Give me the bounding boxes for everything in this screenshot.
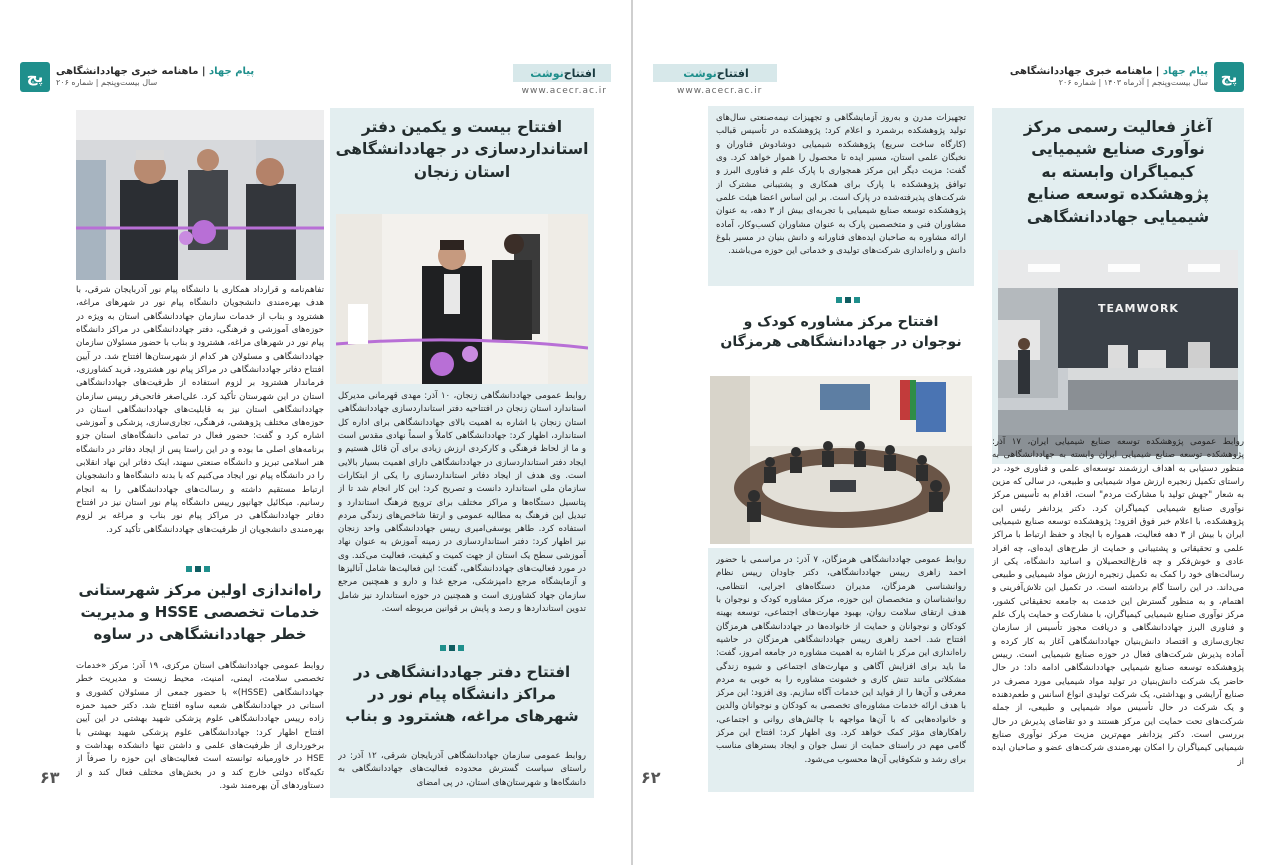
ribbon-cutting-photo [336, 214, 588, 384]
article-body: روابط عمومی سازمان جهاددانشگاهی آذربایجان شرقی، ۱۲ آذر: در راستای سیاست گسترش محدوده فعالیت‌های جهاددانشگاهی به دانشگاه‌ها و شهرستان‌های استان، در پی امضای [338, 751, 586, 788]
brand-block [1010, 62, 1244, 92]
page-63 [0, 0, 631, 865]
meeting-photo [710, 376, 972, 544]
brand-block [20, 62, 254, 92]
page-gutter [631, 0, 633, 865]
lab-photo [998, 250, 1238, 456]
article-body-continued: تفاهم‌نامه و قرارداد همکاری با دانشگاه پیام نور آذربایجان شرقی، با هدف بهره‌مندی دانشجویان دانشگاه پیام نور در شهرهای مراغه، هشترود و بناب از خدمات سازمان جهاددانشگاهی استان به ویژه در حوزه‌های آموزشی و فرهنگی، دفتر جهاددانشگاهی در مراکز دانشگاه پیام نور در شهرهای مراغه، هشترود و بناب با حضور مسئولان سازمان جهاددانشگاهی و مسئولان هر کدام از شهرستان‌ها افتتاح شد. در آیین افتتاح دفاتر جهاددانشگاهی در مراکز پیام نور هشترود، فرید کشاورزی، فرماندار هشترود بر لزوم استفاده از ظرفیت‌های جهاددانشگاهی استان در این شهرستان تأکید کرد. علی‌اصغر فاتحی‌فر رییس سازمان جهاددانشگاهی استان نیز به قابلیت‌های جهاددانشگاهی استان در حوزه‌های مختلف پژوهشی، فرهنگی، تجاری‌سازی، پزشکی و آموزشی اشاره کرد و گفت: حضور فعال در تمامی دانشگاه‌های استان جزو برنامه‌های اصلی ما بوده و در این راستا پس از ایجاد دفاتر در دانشگاه هنر اسلامی تبریز و دانشگاه صنعتی سهند، اینک دفاتر این نهاد انقلابی را در دانشگاه پیام نور ایجاد می‌کنیم که با بدنه دانشگاه‌ها و دانشجویان ارتباط مستقیم داشته و رسالت‌های جهاددانشگاهی را به انجام رسانیم. میکائیل جهانپور رییس دانشگاه پیام نور استان نیز در افتتاح دفاتر جهاددانشگاهی در مراکز پیام نور بناب و مراغه بر لزوم بهره‌مندی دانشجویان از ظرفیت‌های جهاددانشگاهی تأکید کرد. [76, 285, 324, 535]
section-tab-accent: نوشت [530, 66, 564, 80]
site-url[interactable]: www.acecr.ac.ir [677, 86, 763, 96]
article-headline: افتتاح دفتر جهاددانشگاهی در مراکز دانشگاه پیام نور در شهرهای مراغه، هشترود و بناب [345, 663, 579, 725]
article-continuation-panel [708, 106, 974, 286]
page-number: ۶۳ [40, 768, 60, 787]
article-body: روابط عمومی جهاددانشگاهی استان مرکزی، ۱۹ آذر: مرکز «خدمات تخصصی سلامت، ایمنی، امنیت، محیط زیست و مدیریت خطر جهاددانشگاهی (HSSE)» با حضور جمعی از مسئولان کشوری و استانی در جهاددانشگاهی شعبه ساوه افتتاح شد. دکتر حمید حمزه زاده رییس جهاددانشگاهی علوم پزشکی شهید بهشتی در این آیین افتتاح اظهار کرد: جهاددانشگاهی علوم پزشکی شهید بهشتی با برخورداری از ظرفیت‌های علمی و داشتن تنها دانشکده بهداشت و HSE در خاورمیانه توانسته است فعالیت‌های این حوزه را صرفاً از تکیه‌گاه دولتی خارج کند و در بخش‌های مختلف فعال کند و از دستاوردهای آن بهره‌مند شود. [76, 661, 324, 791]
page-62 [633, 0, 1264, 865]
teamwork-wall-text: TEAMWORK [1098, 302, 1179, 315]
brand-title: پیام جهاد | ماهنامه خبری جهاددانشگاهی [1009, 65, 1208, 77]
article-body-continued: تجهیزات مدرن و به‌روز آزمایشگاهی و تجهیزات نیمه‌صنعتی سال‌های تولید پژوهشکده برشمرد و اعلام کرد: پژوهشکده در تأسیس قبالب (کارگاه ساخت سریع) پژوهشکده شیمیایی دوشادوش فناوران و نخبگان علمی استان، مسیر ایده تا محصول را هموار خواهد کرد. وی گفت: مزیت دیگر این مرکز همجواری با پارک علم و فناوری البرز و توافق پژوهشکده با پارک برای همکاری و پشتیبانی مشترک از شرکت‌های پذیرفته‌شده در پارک است. بر این اساس اعضا هیئت علمی پژوهشکده توسعه صنایع شیمیایی با تجربه‌ای بیش از ۳ دهه، به عنوان مشاوران فنی و متخصصین پارک به عنوان مشاوران کسب‌وکار، آماده ارائه مشاوره به صاحبان ایده‌های فناورانه و دانش بنیان در مسیر بلوغ دانش و راه‌اندازی شرکت‌های تولیدی و خدماتی این حوزه می‌باشند. [716, 113, 966, 257]
payam-jahad-logo-icon: پج [1214, 62, 1244, 92]
issue-info: سال بیست‌وپنجم | شماره ۲۰۶ [56, 78, 158, 88]
article-headline: افتتاح بیست و یکمین دفتر استانداردسازی در جهاددانشگاهی استان زنجان [335, 118, 589, 181]
section-divider-icon [440, 645, 464, 651]
inauguration-photo [76, 110, 324, 280]
site-url[interactable]: www.acecr.ac.ir [521, 86, 607, 96]
article-headline: افتتاح مرکز مشاوره کودک و نوجوان در جهاددانشگاهی هرمزگان [720, 314, 962, 351]
section-tab-label: افتتاح [563, 66, 596, 80]
brand-name: پیام جهاد [209, 65, 255, 77]
issue-info: سال بیست‌وپنجم | آذرماه ۱۴۰۳ | شماره ۲۰۶ [1058, 78, 1208, 88]
section-tab-label: افتتاح [716, 66, 749, 80]
article-block [708, 308, 974, 357]
article-panel [708, 548, 974, 792]
article-body: روابط عمومی پژوهشکده توسعه صنایع شیمیایی ایران، ۱۷ آذر: پژوهشکده توسعه صنایع شیمیایی ایران وابسته به جهاددانشگاهی به منظور دستیابی به اهداف ارزشمند توسعه‌ای علمی و فناوری خود، در راستای تکمیل زنجیره ارزش مواد شیمیایی و طبیعی، در سالی که مزین به شعار "جهش تولید با مشارکت مردم" است، اقدام به تأسیس مرکز نوآوری صنایع شیمیایی کیمیاگران کرد. دکتر یزدانفر رئیس این پژوهشکده، با اعلام خبر فوق افزود: پژوهشکده توسعه صنایع شیمیایی ایران با بیش از ۳ دهه فعالیت، همواره با ایجاد و حفظ ارتباط با مراکز علمی و تحقیقاتی و پشتیبانی و حمایت از طرح‌های ایده‌ای، چه افراد عادی و خوش‌فکر و چه فارغ‌التحصیلان و اساتید دانشگاه، یکی از رسالت‌های خود را کمک به تکمیل زنجیره ارزش مواد شیمیایی و طبیعی می‌داند. در این راستا گام برداشته است. در تکمیل این تلاش‌آفرینی و اهتمام، و به منظور گسترش این خدمت به جامعه تحقیقاتی کشور، مرکز نوآوری صنایع شیمیایی کیمیاگران، با مشارکت و حمایت پارک علم و فناوری البرز جهاددانشگاهی و دریافت مجوز تأسیس از سازمان تجاری‌سازی و اقتصاد دانش‌بنیان جهاددانشگاهی آغاز به کار کرده و آماده پذیرش شرکت‌های فعال در حوزه صنایع شیمیایی است. رییس پژوهشکده توسعه صنایع شیمیایی جهاددانشگاهی ادامه داد: در حال حاضر یک شرکت دانش‌بنیان در تولید مواد شیمیایی مورد مصرف در صنایع آرایشی و بهداشتی، یک شرکت تولیدی انواع اسانس و طعم‌دهنده و یک شرکت در حال تأسیس مواد شیمیایی و طبیعی، از جمله شرکت‌های تحت حمایت این مرکز هستند و دو تقاضای پذیرش در حال بررسی است. دکتر یزدانفر مهم‌ترین مزیت مرکز نوآوری صنایع شیمیایی کیمیاگران را امکان بهره‌مندی شرکت‌های عضو و صاحبان ایده از [992, 437, 1244, 767]
page-header [653, 62, 1244, 102]
page-header [20, 62, 611, 102]
brand-subtitle: ماهنامه خبری جهاددانشگاهی [1009, 65, 1153, 77]
article-headline: آغاز فعالیت رسمی مرکز نوآوری صنایع شیمیایی کیمیاگران وابسته به پژوهشکده توسعه صنایع شیمیایی جهاددانشگاهی [1023, 118, 1213, 226]
brand-title: پیام جهاد | ماهنامه خبری جهاددانشگاهی [56, 65, 255, 77]
brand-subtitle: ماهنامه خبری جهاددانشگاهی [56, 65, 199, 77]
section-tab [653, 64, 777, 82]
payam-jahad-logo-icon: پج [20, 62, 50, 92]
article-body: روابط عمومی جهاددانشگاهی زنجان، ۱۰ آذر: مهدی قهرمانی مدیرکل استاندارد استان زنجان در افتتاحیه دفتر استانداردسازی جهاددانشگاهی استان زنجان با اشاره به اهمیت بالای جهاددانشگاهی برای اداره کل استاندارد، اظهار کرد: جهاددانشگاهی کاملاً و اسماً نهادی مقدس است و ما از لحاظ فرهنگی و کارکردی ارزش زیادی برای آن قائل هستیم و ایجاد دفتر استانداردسازی در جهاددانشگاهی دارای اهمیت بسیار بالایی است. وی هدف از ایجاد دفاتر استانداردسازی را یکی از ابتکارات سازمان ملی استاندارد دانست و تصریح کرد: این کار انجام شد تا از پتانسیل دستگاه‌ها و مراکز مختلف برای ترویج فرهنگ استاندارد و تبدیل این فرهنگ به مطالبه عمومی و ارتقا شاخص‌های زندگی مردم استفاده کرد. طاهر یوسفی‌امیری رییس جهاددانشگاهی واحد زنجان نیز اظهار کرد: دفتر استانداردسازی در زمینه آموزش به عنوان نهاد آموزشی سطح یک استان از جهت کمیت و کیفیت، فعالیت می‌کند. وی در مورد فعالیت‌های جهاددانشگاهی، گفت: این فعالیت‌ها شامل آنالیزها و آزمایشگاه مرجع دامپزشکی، مرجع غذا و دارو و همچنین مرجع سازمان جهاد کشاورزی است و همچنین در حوزه استاندارد نیز شامل تدوین استانداردها و رصد و پایش بر قوانین مربوطه است. [338, 391, 586, 614]
article-panel [992, 108, 1244, 464]
section-divider-icon [186, 566, 210, 572]
section-divider-icon [836, 297, 860, 303]
page-number: ۶۲ [641, 768, 661, 787]
article-headline: راه‌اندازی اولین مرکز شهرستانی خدمات تخصصی HSSE و مدیریت خطر جهاددانشگاهی در ساوه [78, 581, 322, 643]
article-body: روابط عمومی جهاددانشگاهی هرمزگان، ۷ آذر: در مراسمی با حضور احمد زاهری رییس جهاددانشگاهی، دکتر جاودان رییس نظام روانشناسی هرمزگان، مدیران دستگاه‌های اجرایی، انتظامی، روانشناسان و متخصصان این حوزه، مرکز مشاوره کودک و نوجوان با هدف ارتقای سلامت روان، بهبود مهارت‌های اجتماعی، توسعه بهینه کودکان و نوجوانان و حمایت از خانواده‌ها در جهاددانشگاهی هرمزگان افتتاح شد. احمد زاهری رییس جهاددانشگاهی هرمزگان در حاشیه راه‌اندازی این مرکز با اشاره به اهمیت مشاوره در جامعه امروز، گفت: ما باید برای افزایش آگاهی و مهارت‌های اجتماعی و شیوه زندگی مشکلاتی مانند تنش کاری و خشونت مشاوره را به خوبی به مردم معرفی و آن‌ها را از فواید این خدمات آگاه سازیم. وی افزود: این مرکز با هدف ارائه خدمات مشاوره‌ای تخصصی به کودکان و نوجوانان والدین و خانواده‌هایی که با آن‌ها مواجهه با چالش‌های روانی و اجتماعی، راهکارهای مؤثر کمک خواهد کرد. وی اظهار کرد: افتتاح این مرکز گامی مهم در راستای حمایت از نسل جوان و ایجاد بسترهای مناسب برای رشد و شکوفایی آن‌ها محسوب می‌شود. [716, 555, 966, 765]
section-tab-accent: نوشت [683, 66, 717, 80]
section-tab [513, 64, 611, 82]
brand-name: پیام جهاد [1162, 65, 1208, 77]
